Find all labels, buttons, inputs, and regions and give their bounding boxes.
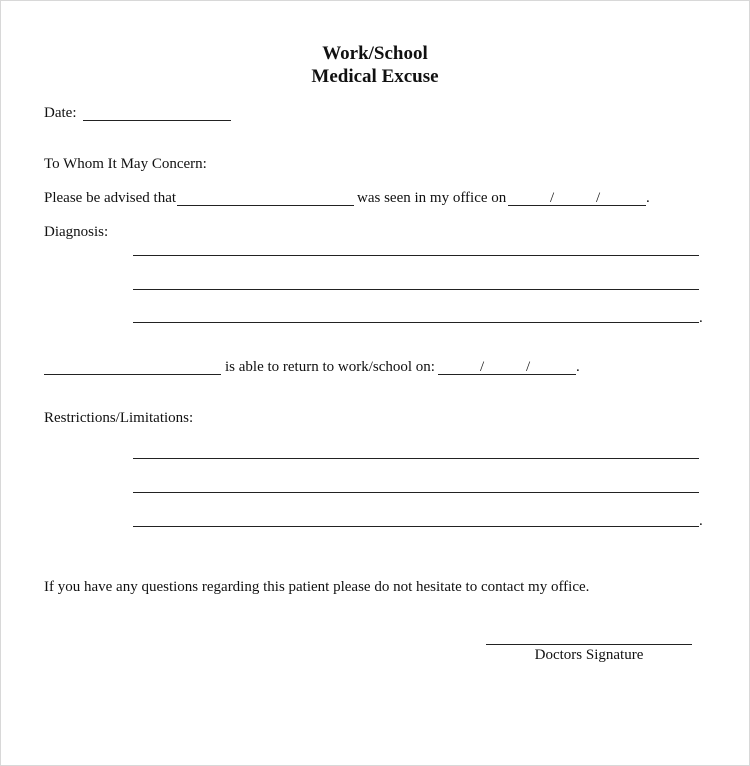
diagnosis-label: Diagnosis:: [44, 224, 109, 240]
restrictions-period: .: [699, 513, 703, 529]
visit-date-separator-1: /: [550, 190, 555, 206]
restrictions-line-3[interactable]: [133, 526, 699, 527]
return-date-separator-1: /: [480, 359, 485, 375]
date-label: Date:: [44, 105, 77, 121]
visit-date-separator-2: /: [596, 190, 601, 206]
visit-date-field[interactable]: [508, 205, 646, 206]
form-title-line2: Medical Excuse: [311, 66, 439, 87]
contact-statement: If you have any questions regarding this patient please do not hesitate to contact my office.: [44, 579, 590, 595]
date-field[interactable]: [83, 120, 231, 121]
visit-date-period: .: [646, 190, 650, 206]
patient-name-field[interactable]: [177, 205, 354, 206]
diagnosis-line-2[interactable]: [133, 289, 699, 290]
seen-in-office-text: was seen in my office on: [357, 190, 507, 206]
restrictions-label: Restrictions/Limitations:: [44, 410, 194, 426]
signature-label: Doctors Signature: [534, 647, 644, 663]
diagnosis-period: .: [699, 310, 703, 326]
restrictions-line-2[interactable]: [133, 492, 699, 493]
return-patient-name-field[interactable]: [44, 374, 221, 375]
signature-line[interactable]: [486, 644, 692, 645]
diagnosis-line-1[interactable]: [133, 255, 699, 256]
return-date-separator-2: /: [526, 359, 531, 375]
advised-prefix: Please be advised that: [44, 190, 177, 206]
restrictions-line-1[interactable]: [133, 458, 699, 459]
form-title-line1: Work/School: [322, 43, 428, 64]
return-date-period: .: [576, 359, 580, 375]
return-date-field[interactable]: [438, 374, 576, 375]
salutation: To Whom It May Concern:: [44, 156, 207, 172]
diagnosis-line-3[interactable]: [133, 322, 699, 323]
return-to-work-text: is able to return to work/school on:: [225, 359, 435, 375]
